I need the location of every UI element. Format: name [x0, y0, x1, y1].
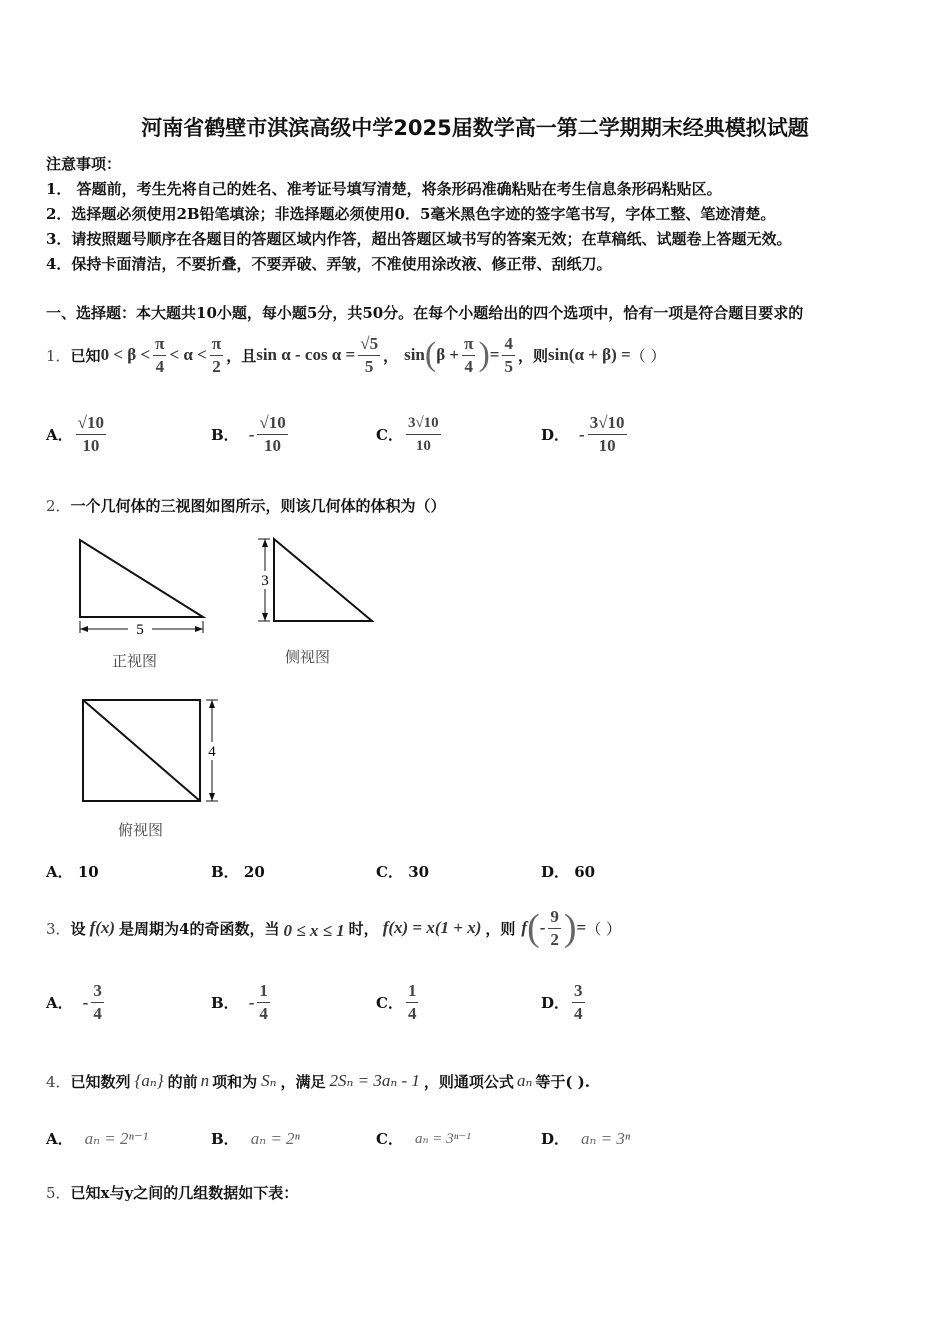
arrow-head [262, 613, 268, 621]
question-number: 1． [46, 346, 71, 365]
question-text: ，则 [485, 919, 516, 938]
option-a[interactable]: A． 10 [46, 863, 99, 881]
question-number: 2． [46, 497, 71, 515]
fraction: $\frac{\pi}{2}$ [211, 333, 222, 376]
math-expr: β + [436, 345, 460, 364]
arrow-head [195, 626, 203, 632]
math-expr: 0 ≤ x ≤ 1 [283, 921, 345, 940]
arrow-head [209, 700, 215, 708]
fraction: $\frac{3√10}{10}$ [589, 413, 625, 455]
question-text: 已知 [70, 346, 101, 365]
top-view-label: 俯视图 [118, 821, 164, 839]
arrow-head [209, 793, 215, 801]
section-heading: 一、选择题：本大题共10小题，每小题5分，共50分。在每个小题给出的四个选项中，恰有一项是符合题目要求的 [46, 304, 804, 322]
notice-item: 2．选择题必须使用2B铅笔填涂；非选择题必须使用0．5毫米黑色字迹的签字笔书写，字体工整、笔迹清楚。 [46, 205, 776, 223]
answer-blank: （ ） [586, 919, 622, 938]
side-view-label: 侧视图 [285, 648, 331, 666]
math-expr: sin [404, 345, 425, 364]
question-3 [46, 900, 621, 956]
option-label: B． [211, 426, 239, 444]
question-text: 设 [70, 919, 86, 938]
question-text: 一个几何体的三视图如图所示，则该几何体的体积为（） [70, 497, 446, 515]
question-1 [46, 330, 665, 380]
question-text: 项和为 [212, 1072, 258, 1091]
front-view-label: 正视图 [112, 652, 158, 670]
page-title: 河南省鹤壁市淇滨高级中学2025届数学高一第二学期期末经典模拟试题 [141, 116, 809, 140]
option-c[interactable]: C． 30 [376, 863, 430, 881]
question-4 [46, 1063, 590, 1099]
question-text: ，则通项公式 [423, 1072, 514, 1091]
question-text: 等于( ). [535, 1072, 590, 1091]
option-label: A． [46, 426, 73, 444]
option-a[interactable]: A． aₙ = 2ⁿ⁻¹ [46, 1128, 148, 1148]
notice-item: 3．请按照题号顺序在各题目的答题区域内作答，超出答题区域书写的答案无效；在草稿纸、试题卷上答题无效。 [46, 230, 792, 248]
notice-item: 4．保持卡面清洁，不要折叠，不要弄破、弄皱，不准使用涂改液、修正带、刮纸刀。 [46, 255, 612, 273]
math-expr: Sₙ [261, 1071, 277, 1090]
fraction: $\frac{4}{5}$ [504, 333, 513, 376]
option-a[interactable] [46, 412, 109, 457]
question-text: 是周期为4的奇函数，当 [119, 919, 280, 938]
option-d[interactable]: D． 60 [541, 863, 596, 881]
paren-close: ) [563, 907, 577, 949]
question-5 [46, 1182, 298, 1203]
option-b[interactable]: B． - $\frac{1}{4}$ [211, 981, 268, 1023]
math-expr: aₙ [516, 1071, 533, 1090]
paren-open: ( [424, 336, 437, 373]
fraction: $\frac{\pi}{4}$ [464, 333, 474, 376]
side-view-diagram [252, 533, 382, 628]
math-expr: n [200, 1071, 210, 1090]
front-view-triangle [80, 540, 203, 617]
option-a[interactable]: A． - $\frac{3}{4}$ [46, 981, 102, 1023]
question-number: 3． [46, 919, 71, 938]
fraction: $\frac{√10}{10}$ [259, 413, 286, 455]
fraction: $\frac{3√10}{10}$ [406, 412, 441, 457]
option-c[interactable] [376, 412, 444, 457]
math-expr: = [489, 345, 500, 364]
math-expr: 0 < β < [100, 345, 151, 364]
fraction: $\frac{9}{2}$ [550, 906, 559, 949]
question-number: 5． [46, 1184, 71, 1202]
paren-close: ) [478, 336, 490, 373]
question-text: ，满足 [280, 1072, 326, 1091]
question-text: ，且 [226, 346, 257, 365]
math-expr: {aₙ} [134, 1071, 164, 1090]
notice-heading: 注意事项： [46, 155, 122, 173]
math-expr: f(x) = x(1 + x) [382, 918, 482, 937]
answer-blank: （ ） [630, 346, 666, 365]
math-expr: < α < [169, 345, 207, 364]
math-expr: - [539, 918, 546, 937]
fraction: $\frac{\pi}{4}$ [155, 333, 165, 376]
question-number: 4． [46, 1072, 71, 1091]
option-d[interactable] [541, 412, 630, 457]
fraction: $\frac{√5}{5}$ [360, 333, 379, 376]
fraction: $\frac{√10}{10}$ [77, 413, 104, 455]
option-b[interactable]: B． aₙ = 2ⁿ [211, 1128, 300, 1148]
option-sign: - [248, 424, 255, 444]
arrow-head [80, 626, 88, 632]
option-b[interactable]: B． 20 [211, 863, 265, 881]
question-text: ， [383, 346, 399, 365]
option-c[interactable]: C． aₙ = 3ⁿ⁻¹ [376, 1130, 471, 1148]
question-text: 的前 [167, 1072, 198, 1091]
top-view-diagonal [83, 700, 200, 801]
arrow-head [262, 539, 268, 547]
math-expr: sin α - cos α = [256, 345, 356, 364]
math-expr: sin(α + β) = [547, 345, 631, 364]
top-view-diagram [78, 696, 228, 806]
option-sign: - [579, 424, 585, 444]
notice-item: 1． 答题前，考生先将自己的姓名、准考证号填写清楚，将条形码准确粘贴在考生信息条形码粘贴区。 [46, 180, 722, 198]
front-view-diagram [72, 535, 212, 645]
math-expr: f [521, 918, 528, 937]
option-c[interactable]: C． $\frac{1}{4}$ [376, 981, 417, 1023]
option-b[interactable] [211, 412, 291, 457]
option-d[interactable]: D． $\frac{3}{4}$ [541, 981, 583, 1023]
paren-open: ( [527, 907, 540, 949]
question-2 [46, 495, 446, 516]
side-view-triangle [274, 539, 372, 621]
dim-label: 5 [136, 622, 144, 638]
option-d[interactable]: D． aₙ = 3ⁿ [541, 1128, 631, 1148]
question-text: 已知数列 [70, 1072, 131, 1091]
question-text: ，则 [517, 346, 548, 365]
dim-label: 3 [261, 573, 269, 589]
option-label: C． [376, 426, 403, 444]
question-text: 已知x与y之间的几组数据如下表： [70, 1184, 299, 1202]
question-text: 时， [348, 919, 379, 938]
math-expr: = [576, 918, 587, 937]
option-label: D． [541, 426, 570, 444]
math-expr: f(x) [89, 918, 116, 937]
math-expr: 2Sₙ = 3aₙ - 1 [329, 1071, 420, 1090]
dim-label: 4 [208, 744, 216, 760]
